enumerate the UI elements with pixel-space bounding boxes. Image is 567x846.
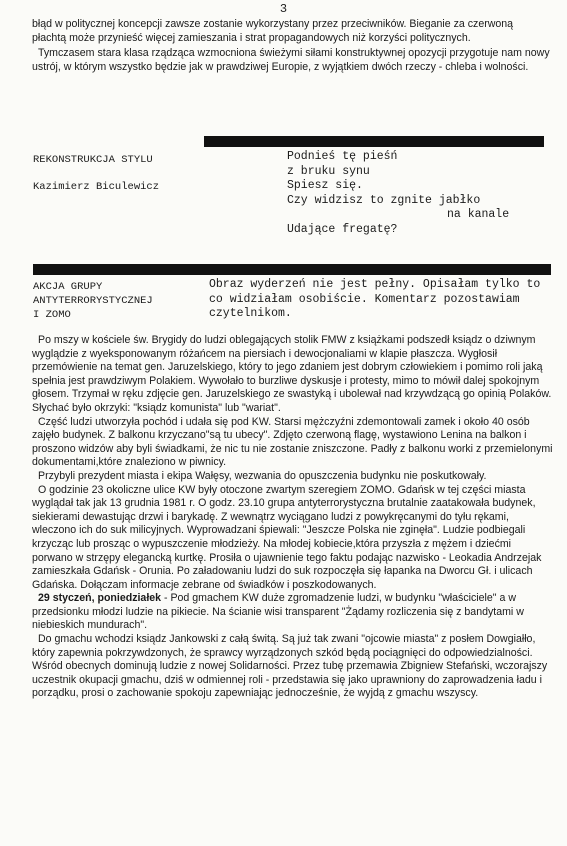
poem-line: z bruku synu: [287, 164, 370, 178]
intro-paragraph: błąd w politycznej koncepcji zawsze zostanie wykorzystany przez przeciwników. Bieganie za czerwoną płachtą może przynieść więcej zamieszania i strat propagandowych niż korzyści politycznych.: [32, 18, 514, 44]
section-title-line: ANTYTERRORYSTYCZNEJ: [33, 295, 153, 307]
paragraph-date: 29 styczeń, poniedziałek: [38, 592, 162, 605]
section-title-line: I ZOMO: [33, 309, 71, 321]
body-paragraph: Część ludzi utworzyła pochód i udała się pod KW. Starsi mężczyźni zdemontowali zamek i około 40 osób zajęło budynek. Z balkonu krzyczano"są tu ubecy". Zdjęto czerwoną flagę, wystawiono Lenina na balkon i proszono widzów aby byli świadkami, że nic tu nie zostanie zniszczone. Padły z balkonu worki z przemielonymi dokumentami,które znaleziono w piwnicy.: [32, 415, 553, 469]
poem-line: Podnieś tę pieśń: [287, 150, 398, 163]
article-body: [32, 334, 554, 701]
body-paragraph: Po mszy w kościele św. Brygidy do ludzi oblegających stolik FMW z książkami podszedł ksiądz o dziwnym wyglądzie z wyeksponowanym różańcem na piersiach i dewocjonaliami w klapie płaszcza. Wygłosił przemówienie na temat gen. Jaruzelskiego, który to jego zdaniem jest dobrym człowiekiem i pomimo roli jaką spełnia jest prawdziwym Polakiem. Wywołało to burzliwe dyskusje i protesty, mimo to mówił dalej spokojnym głosem. Trzymał w ręku zdjęcie gen. Jaruzelskiego ze swastyką i ubolewał nad krzywdzącą go opinią Polaków. Słychać było okrzyki: "ksiądz komunista" lub "wariat".: [32, 334, 552, 414]
poem-line: Czy widzisz to zgnite jabłko: [287, 193, 481, 207]
section-title: REKONSTRUKCJA STYLU: [33, 154, 153, 166]
intro-paragraph: Tymczasem stara klasa rządząca wzmocniona świeżymi siłami konstruktywnej opozycji przygotuje nam nowy ustrój, w którym wszystko będzie jak w prawdziwej Europie, z wyjątkiem dwóch rzeczy - chleba i wolności.: [32, 47, 550, 73]
section-author: Kazimierz Biculewicz: [33, 181, 160, 193]
section-description: Obraz wyderzeń nie jest pełny. Opisałam tylko to co widziałam osobiście. Komentarz pozostawiam czytelnikom.: [209, 278, 541, 320]
section-divider-bar: [33, 264, 551, 275]
dated-paragraph: [32, 592, 554, 633]
poem-line: Udające fregatę?: [287, 222, 398, 236]
section-divider-bar: [204, 136, 544, 147]
poem-line: Spiesz się.: [287, 179, 363, 192]
body-paragraph: Przybyli prezydent miasta i ekipa Wałęsy, wezwania do opuszczenia budynku nie poskutkowały.: [38, 469, 487, 482]
section-antiterror-title: [33, 280, 208, 322]
body-paragraph: O godzinie 23 okoliczne ulice KW były otoczone zwartym szeregiem ZOMO. Gdańsk w tej części miasta wyglądał tak jak 13 grudnia 1981 r. O godz. 23.10 grupa antyterrorystyczna brutalnie zaatakowała budynek, siekierami dewastując drzwi i barykadę. Z wewnątrz wyciągano ludzi z powykręcanymi do tyłu rękami, wleczono ich do suk milicyjnych. Wyprowadzani śpiewali: "Jeszcze Polska nie zginęła". Ludzie podbiegali krzycząc lub prosząc o wypuszczenie młodzieży. Na młodej kobiecie,która przyszła z mężem i dziećmi porwano w strzępy elegancką kurtkę. Prosiła o ujawnienie tego faktu podając nazwisko - Leokadia Andrzejak zamieszkała Gdańsk - Orunia. Po załadowaniu ludzi do suk rozpoczęła się łapanka na Dworcu Gł. i ulicach Gdańska. Dołączam informacje zebrane od świadków i poszkodowanych.: [32, 483, 542, 591]
section-reconstruction: [33, 153, 223, 194]
paragraph-text: - Pod gmachem KW duże zgromadzenie ludzi, w budynku "właściciele" a w przedsionku młodzi ludzie na pikiecie. Na ścianie wisi transparent "Żądamy rozliczenia się z bandytami w niebieskich mundurach".: [32, 592, 524, 632]
intro-text: [32, 18, 550, 74]
page-number: 3: [279, 2, 288, 16]
section-title-line: AKCJA GRUPY: [33, 281, 103, 293]
poem-line: na kanale: [447, 208, 510, 221]
body-paragraph: Do gmachu wchodzi ksiądz Jankowski z całą świtą. Są już tak zwani "ojcowie miasta" z posłem Dowgiałło, który zapewnia pokrzywdzonych, że sprawcy wyrządzonych szkód będą pociągnięci do odpowiedzialności. Wśród obecnych dominują ludzie z nowej Solidarności. Przez tubę przemawia Zbigniew Stefański, wczorajszy uczestnik okupacji gmachu, dziś w odmiennej roli - przedstawia się jako uprawniony do zaprowadzenia ładu i porządku, prosi o zachowanie spokoju zapewniając jednocześnie, że wyjdą z gmachu wszyscy.: [32, 633, 548, 700]
poem: [287, 150, 547, 237]
